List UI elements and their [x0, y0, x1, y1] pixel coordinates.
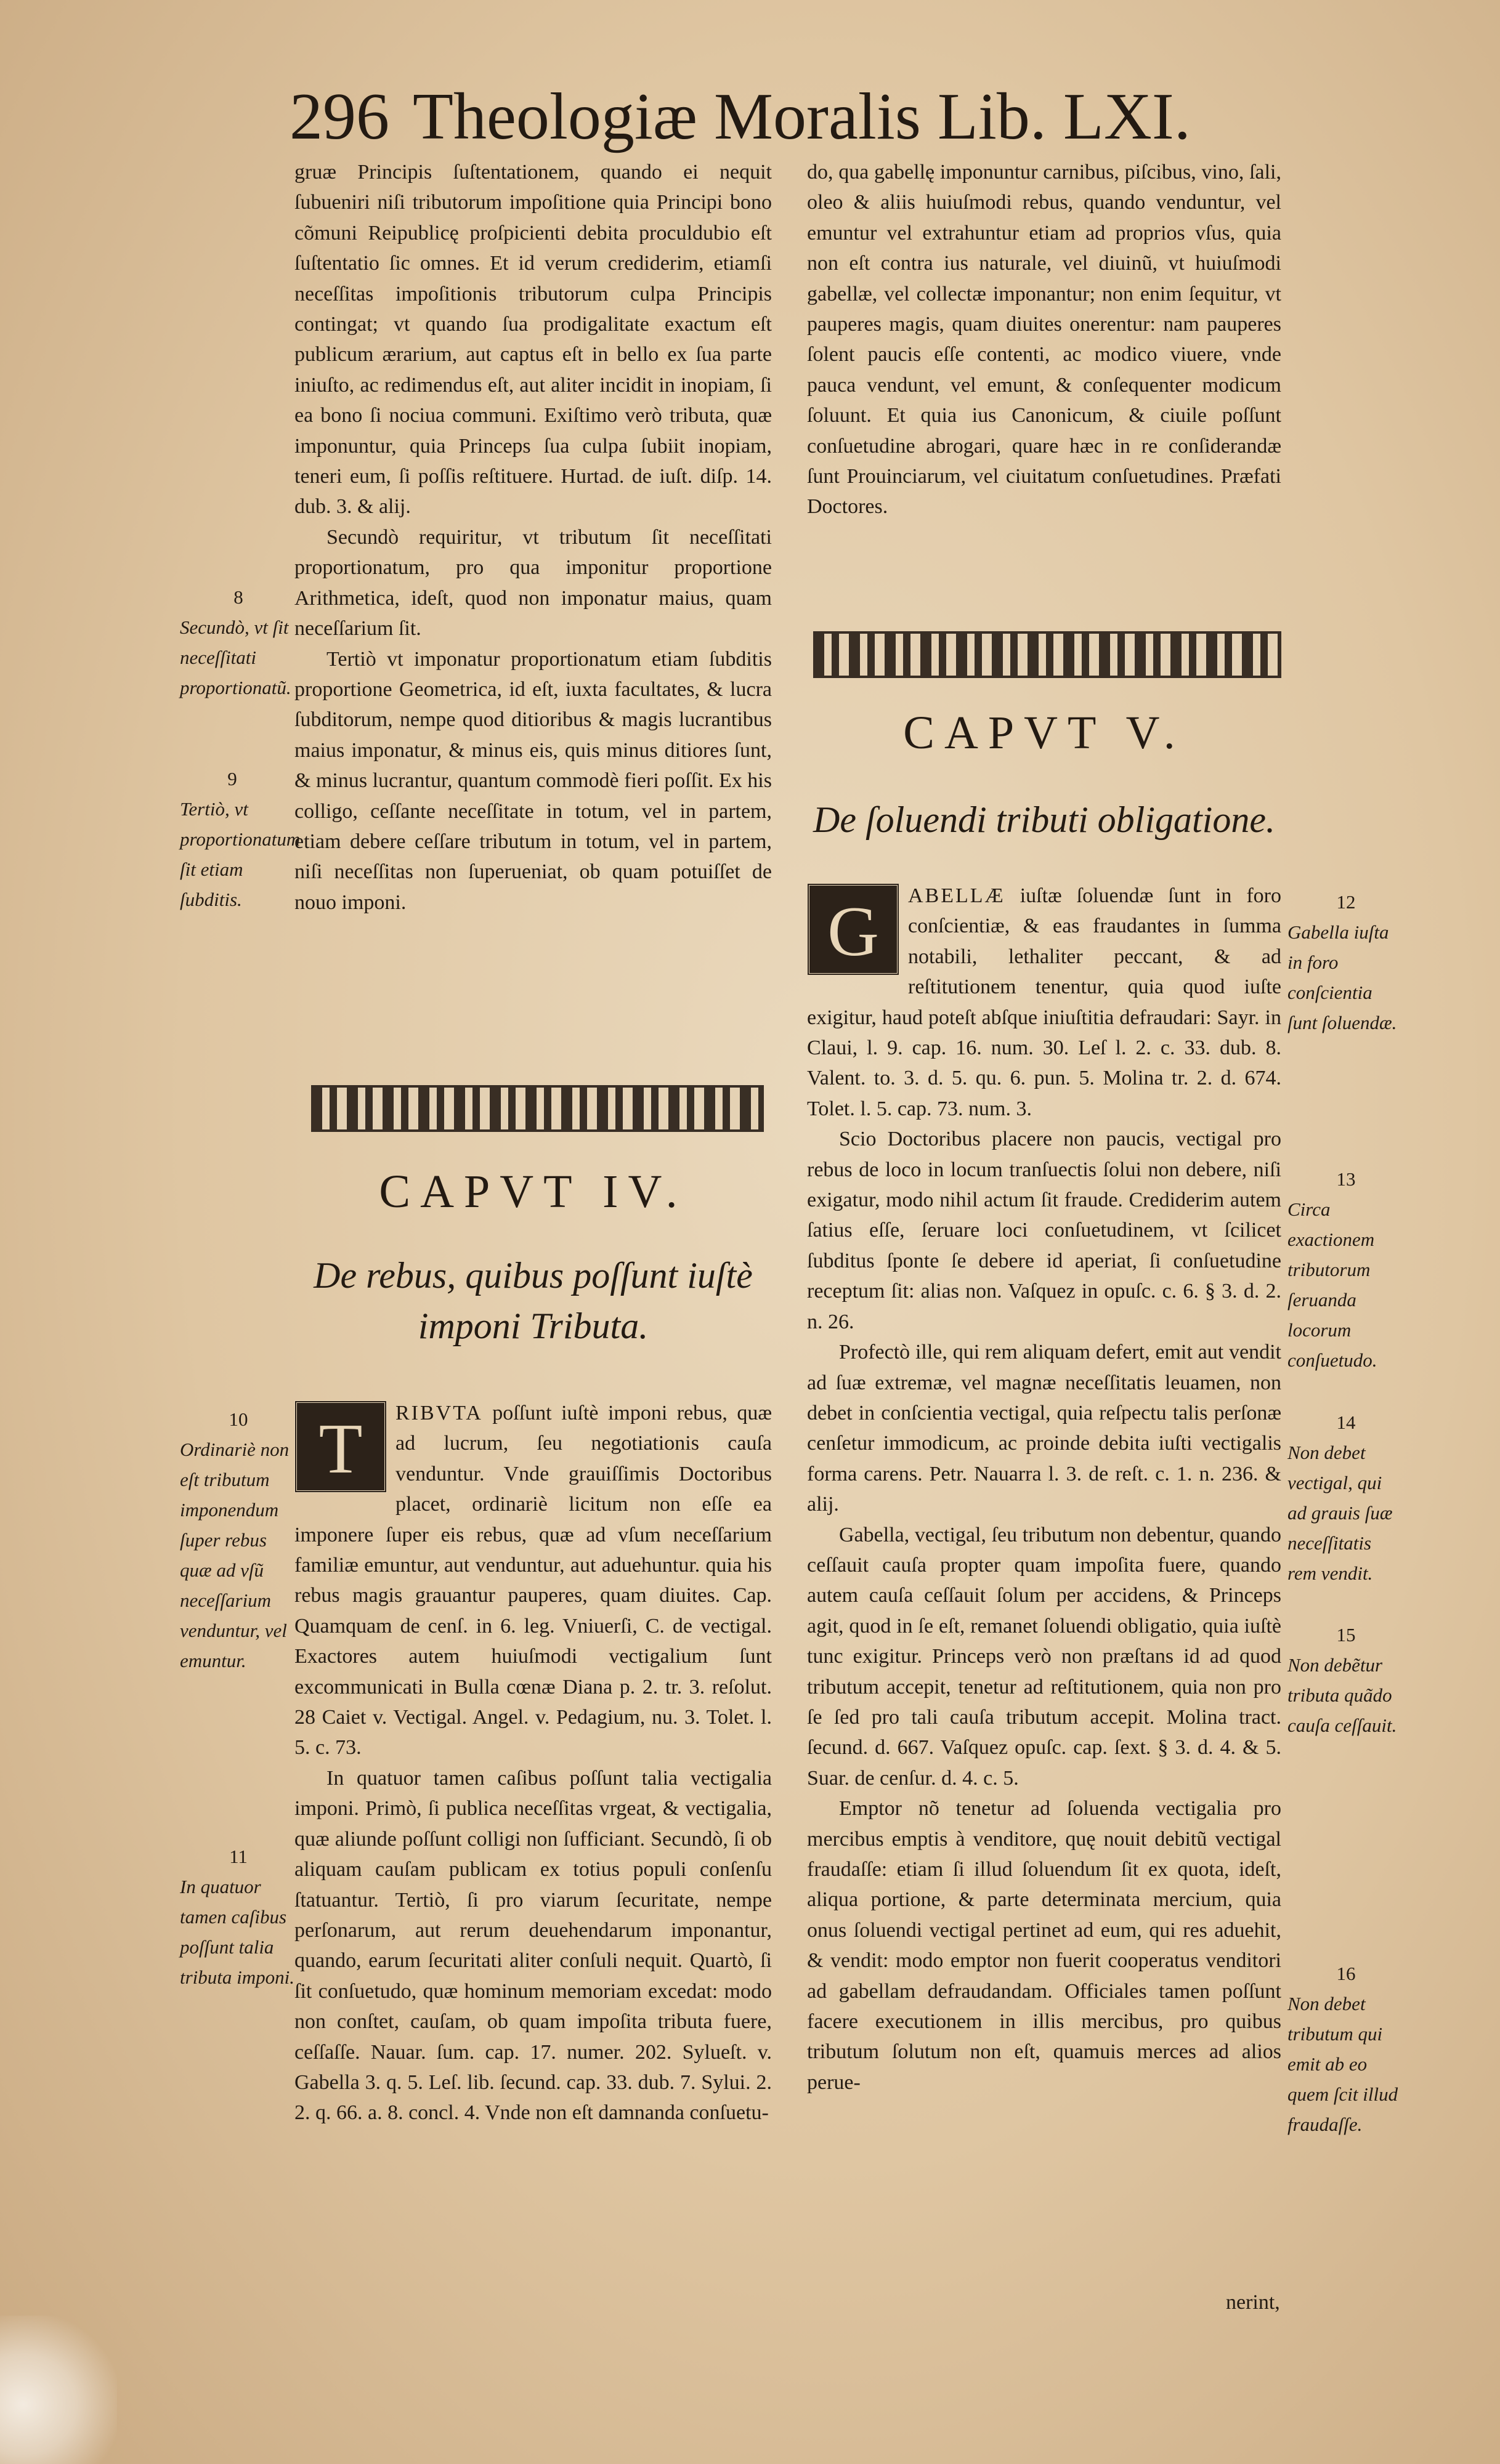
chapter-label: CAPVT V.: [903, 707, 1185, 759]
catchword: nerint,: [1226, 2291, 1280, 2314]
paragraph: In quatuor tamen caſibus poſſunt talia vectigalia imponi. Primò, ſi publica neceſſitas vrgeat, & vectigalia, quæ aliunde poſſunt colligi non ſufficiant. Secundò, ſi ob aliquam cauſam publicam ex totius populi conſenſu ſtatuantur. Tertiò, ſi pro viarum ſecuritate, nempe perſonarum, aut rerum deuehendarum imponantur, quando, earum ſecuritati aliter conſuli nequit. Quartò, ſi ſit conſuetudo, quæ hominum memoriam excedat: modo non conſtet, cauſam, ob quam impoſita tributa fuere, ceſſaſſe. Nauar. ſum. cap. 17. numer. 202. Sylueſt. v. Gabella 3. q. 5. Leſ. lib. ſecund. cap. 33. dub. 7. Sylui. 2. 2. q. 66. a. 8. concl. 4. Vnde non eſt damnanda conſuetu-: [294, 1766, 772, 2125]
chapter-label: CAPVT IV.: [379, 1166, 687, 1218]
paragraph: do, qua gabellę imponuntur carnibus, piſcibus, vino, ſali, oleo & aliis huiuſmodi rebus, quando venduntur, vel emuntur vel extrahuntur etiam ad proprios vſus, quia non eſt contra ius naturale, vel diuinũ, vt huiuſmodi gabellæ, vel collectæ imponantur; non enim ſequitur, vt pauperes magis, quam diuites onerentur: nam pauperes ſolent paucis eſſe contenti, ac modico viuere, vnde pauca vendunt, vel emunt, & conſequenter modicum ſoluunt. Et quia ius Canonicum, & ciuile poſſunt conſuetudine abrogari, quare hæc in re conſiderandæ ſunt Prouinciarum, vel ciuitatum conſuetudines. Præfati Doctores.: [807, 161, 1281, 519]
margin-number: 9: [227, 768, 237, 790]
right-margin-note-12: [1287, 887, 1405, 1038]
margin-note-text: Ordinariè non eſt tributum imponendum ſuper rebus quæ ad vſũ neceſſarium venduntur, vel emuntur.: [180, 1439, 290, 1671]
left-column-chapter-iv: [294, 1398, 772, 2128]
paragraph: poſſunt iuſtè imponi rebus, quæ ad lucrum, ſeu negotiationis cauſa venduntur. Vnde grauiſſimis Doctoribus placet, ordinariè licitum non eſſe ea imponere ſuper eis rebus, quæ ad vſum neceſſarium familiæ emuntur, aut venduntur, aut aduehuntur. quia his rebus magis grauantur pauperes, quam diuites. Cap. Quamquam de cenſ. in 6. leg. Vniuerſi, C. de vectigal. Exactores autem huiuſmodi vectigalium ſunt excommunicati in Bulla cœnæ Diana p. 2. tr. 3. reſolut. 28 Caiet v. Vectigal. Angel. v. Pedagium, nu. 3. Tolet. l. 5. c. 73.: [294, 1402, 772, 1759]
drop-cap-initial: T: [294, 1400, 387, 1493]
drop-cap-initial: G: [807, 883, 899, 976]
margin-note-text: In quatuor tamen caſibus poſſunt talia tributa imponi.: [180, 1876, 295, 1988]
chapter-title: De ſoluendi tributi obligatione.: [813, 799, 1275, 840]
margin-number: 10: [229, 1408, 248, 1430]
paragraph: iuſtæ ſoluendæ ſunt in foro conſcientiæ, & eas fraudantes in ſumma notabili, lethaliter peccant, & ad reſtitutionem tenentur, quia quod iuſte exigitur, haud poteſt abſque iniuſtitia defraudari: Sayr. in Claui, l. 9. cap. 16. num. 30. Leſ l. 2. c. 33. dub. 8. Valent. to. 3. d. 5. qu. 6. pun. 5. Molina tr. 2. d. 674. Tolet. l. 5. cap. 73. num. 3.: [807, 884, 1281, 1120]
margin-number: 12: [1336, 891, 1356, 913]
margin-number: 13: [1336, 1168, 1356, 1190]
margin-number: 15: [1336, 1624, 1356, 1646]
margin-note-text: Non debet tributum qui emit ab eo quem ſcit illud fraudaſſe.: [1287, 1993, 1398, 2135]
margin-number: 16: [1336, 1963, 1356, 1984]
page-number: 296: [290, 80, 389, 153]
page-wear-stain: [0, 2316, 117, 2464]
margin-note-text: Non debet vectigal, qui ad grauis ſuæ neceſſitatis rem vendit.: [1287, 1442, 1393, 1584]
margin-number: 8: [233, 586, 243, 608]
margin-note-text: Circa exactionem tributorum ſeruanda locorum conſuetudo.: [1287, 1198, 1377, 1371]
margin-note-text: Secundò, vt ſit neceſſitati proportionatũ.: [180, 616, 291, 698]
paragraph: Emptor nõ tenetur ad ſoluenda vectigalia pro mercibus emptis à venditore, quę nouit debitũ vectigal fraudaſſe: etiam ſi illud ſoluendum ſit ex quota, ideſt, aliqua portione, & parte determinata mercium, quia onus ſoluendi vectigal pertinet ad eum, qui res aduehit, & vendit: modo emptor non fuerit cooperatus venditori ad gabellam defraudandam. Officiales tamen poſſunt facere executionem in illis mercibus, pro quibus tributum ſolutum non eſt, quamuis merces ad alios perue-: [807, 1797, 1281, 2094]
right-margin-note-16: [1287, 1958, 1405, 2139]
left-margin-note-10: [180, 1404, 297, 1676]
left-margin-note-11: [180, 1841, 297, 1992]
chapter-title: De rebus, quibus poſſunt iuſtè imponi Tributa.: [314, 1255, 753, 1346]
margin-number: 11: [229, 1846, 248, 1867]
paragraph: gruæ Principis ſuſtentationem, quando ei nequit ſubueniri niſi tributorum impoſitione quia Principi bono cõmuni Reipublicę proſpicienti debita proculdubio eſt ſuſtentatio ſic omnes. Et id verum crediderim, etiamſi neceſſitas impoſitionis tributorum culpa Principis contingat; vt quando ſua prodigalitate exactum eſt publicum ærarium, aut captus eſt in bello ex ſua parte iniuſto, ac redimendus eſt, aut aliter incidit in inopiam, ſi ea bono ſi nociua communi. Exiſtimo verò tributa, quæ imponuntur, quia Princeps ſua culpa ſubiit inopiam, teneri eum, ſi poſſis reſtituere. Hurtad. de iuſt. diſp. 14. dub. 3. & alij.: [294, 161, 772, 519]
ornamental-band: [813, 631, 1281, 678]
left-column-top: [294, 157, 772, 918]
right-column-top: [807, 157, 1281, 522]
paragraph: Profectò ille, qui rem aliquam defert, emit aut vendit ad ſuæ extremæ, vel magnæ neceſſitatis leuamen, non debet in conſcientia vectigal, quia reſpectu talis perſonæ cenſetur immodicum, ac proinde debita iuſti vectigalis forma carens. Petr. Nauarra l. 3. de reſt. c. 1. n. 236. & alij.: [807, 1341, 1281, 1516]
paragraph: Tertiò vt imponatur proportionatum etiam ſubditis proportione Geometrica, id eſt, iuxta facultates, & lucra ſubditorum, nempe quod ditioribus & magis lucrantibus maius imponatur, & minus eis, quis minus ditiores ſunt, & minus lucrantur, quantum commodè fieri poſſit. Ex his colligo, ceſſante neceſſitate in totum, vel in partem, etiam debere ceſſare tributum in totum, vel in partem, niſi neceſſitas non ſuperueniat, ob quam potuiſſet de nouo imponi.: [294, 647, 772, 914]
margin-number: 14: [1336, 1412, 1356, 1433]
paragraph: Secundò requiritur, vt tributum ſit neceſſitati proportionatum, pro qua imponitur proportione Arithmetica, ideſt, quod non imponatur maius, quam neceſſarium ſit.: [294, 525, 772, 640]
ornamental-band: [311, 1085, 764, 1132]
left-margin-note-9: [180, 764, 301, 915]
left-margin-note-8: [180, 582, 297, 703]
running-title: Theologiæ Moralis Lib. LXI.: [413, 80, 1191, 153]
right-margin-note-13: [1287, 1164, 1405, 1375]
margin-note-text: Gabella iuſta in foro conſcientia ſunt ſoluendæ.: [1287, 921, 1397, 1033]
right-margin-note-15: [1287, 1620, 1405, 1740]
running-header: [290, 74, 1275, 160]
paragraph: Scio Doctoribus placere non paucis, vectigal pro rebus de loco in locum tranſuectis ſolui non debere, niſi exigatur, modo nihil actum ſit fraude. Crediderim autem ſatius eſſe, ſeruare loci conſuetudinem, vt ſcilicet ſubditus ſponte ſe debere id aperiat, ſi conſuetudine receptum ſit: alias non. Vaſquez in opuſc. c. 6. § 3. d. 2. n. 26.: [807, 1128, 1281, 1333]
right-margin-note-14: [1287, 1407, 1405, 1588]
lead-word: ABELLÆ: [908, 884, 1005, 907]
right-column-chapter-v: [807, 881, 1281, 2098]
margin-note-text: Non debẽtur tributa quãdo cauſa ceſſauit.: [1287, 1654, 1397, 1736]
paragraph: Gabella, vectigal, ſeu tributum non debentur, quando ceſſauit cauſa propter quam impoſita fuere, quando autem cauſa ceſſauit ſolum per accidens, & Princeps agit, quod in ſe eſt, remanet ſoluendi obligatio, quia iuſtè tunc exigitur. Princeps verò non præſtans id ad quod tributum accepit, tenetur ad reſtitutionem, quia non pro ſe ſed pro tali cauſa tributum accepit. Molina tract. ſecund. d. 667. Vaſquez opuſc. cap. ſext. § 3. d. 4. & 5. Suar. de cenſur. d. 4. c. 5.: [807, 1523, 1281, 1790]
lead-word: RIBVTA: [395, 1402, 483, 1424]
margin-note-text: Tertiò, vt proportionatum ſit etiam ſubditis.: [180, 798, 301, 910]
